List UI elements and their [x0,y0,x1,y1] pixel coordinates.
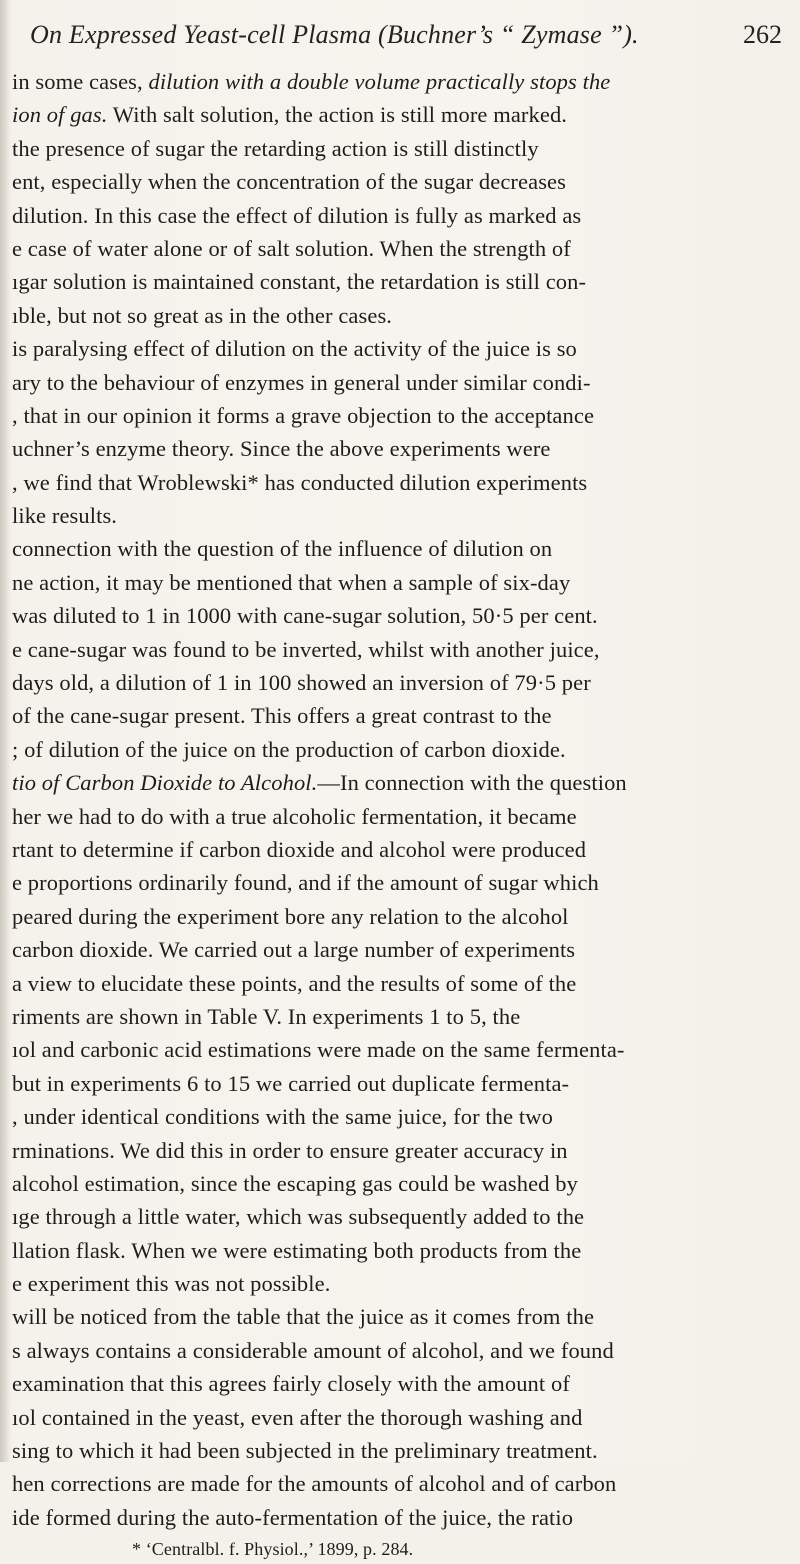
running-title: On Expressed Yeast-cell Plasma (Buchner’s “ Zymase ”). [30,20,639,49]
text-line [12,766,792,799]
text-span: dilution. In this case the effect of dilution is fully as marked as [12,202,582,228]
text-line [12,699,792,732]
text-line [12,900,792,933]
text-line [12,1267,792,1300]
text-span: ıge through a little water, which was subsequently added to the [12,1204,585,1230]
italic-text-span: tio of Carbon Dioxide to Alcohol. [12,770,318,796]
text-span: rminations. We did this in order to ensure greater accuracy in [12,1137,568,1163]
text-line [12,132,792,165]
text-line [12,1434,792,1467]
text-line [12,1200,792,1233]
text-span: hen corrections are made for the amounts of alcohol and of carbon [12,1471,617,1497]
text-line [12,1501,792,1534]
text-span: llation flask. When we were estimating both products from the [12,1237,582,1263]
text-line [12,65,792,98]
text-span: , under identical conditions with the same juice, for the two [12,1104,553,1130]
text-span: riments are shown in Table V. In experiments 1 to 5, the [12,1003,521,1029]
text-line [12,332,792,365]
text-span: sing to which it had been subjected in the preliminary treatment. [12,1438,598,1464]
text-line [12,1134,792,1167]
text-line [12,366,792,399]
text-line [12,532,792,565]
text-line [12,98,792,131]
text-span: will be noticed from the table that the juice as it comes from the [12,1304,595,1330]
text-line [12,1367,792,1400]
text-span: the presence of sugar the retarding action is still distinctly [12,135,539,161]
text-span: , that in our opinion it forms a grave objection to the acceptance [12,402,595,428]
binding-shadow [0,0,10,1462]
text-span: a view to elucidate these points, and the results of some of the [12,970,577,996]
text-span: ıol contained in the yeast, even after the thorough washing and [12,1404,583,1430]
text-line [12,1300,792,1333]
text-line [12,967,792,1000]
text-span: ıble, but not so great as in the other cases. [12,302,393,328]
text-line [12,866,792,899]
text-line [12,933,792,966]
text-span: ary to the behaviour of enzymes in general under similar condi- [12,369,591,395]
text-line [12,499,792,532]
text-span: examination that this agrees fairly closely with the amount of [12,1371,570,1397]
text-line [12,800,792,833]
text-span: ent, especially when the concentration of the sugar decreases [12,169,566,195]
text-line [12,1234,792,1267]
text-span: days old, a dilution of 1 in 100 showed an inversion of 79·5 per [12,670,591,696]
page-number: 262 [743,20,782,49]
italic-text-span: dilution with a double volume practically stops the [148,69,611,94]
running-head [30,14,790,54]
text-span: e proportions ordinarily found, and if the amount of sugar which [12,870,599,896]
text-span: , we find that Wroblewski* has conducted dilution experiments [12,469,588,495]
text-span: ıol and carbonic acid estimations were made on the same fermenta- [12,1037,625,1063]
text-span: peared during the experiment bore any relation to the alcohol [12,903,569,929]
text-line [12,199,792,232]
text-span: is paralysing effect of dilution on the activity of the juice is so [12,336,577,362]
text-span: in some cases, [12,69,149,94]
text-line [12,1467,792,1500]
text-span: With salt solution, the action is still more marked. [107,102,568,128]
text-span: was diluted to 1 in 1000 with cane-sugar solution, 50·5 per cent. [12,603,598,629]
text-line [12,165,792,198]
text-span: s always contains a considerable amount of alcohol, and we found [12,1337,614,1363]
text-span: rtant to determine if carbon dioxide and alcohol were produced [12,836,587,862]
text-line [12,466,792,499]
text-span: her we had to do with a true alcoholic fermentation, it became [12,803,577,829]
text-span: alcohol estimation, since the escaping gas could be washed by [12,1170,578,1196]
text-line [12,399,792,432]
text-span: uchner’s enzyme theory. Since the above experiments were [12,436,551,462]
text-line [12,265,792,298]
text-span: ne action, it may be mentioned that when a sample of six-day [12,569,571,595]
text-line [12,1033,792,1066]
text-span: —In connection with the question [317,770,627,796]
text-span: e cane-sugar was found to be inverted, whilst with another juice, [12,636,600,662]
text-line [12,566,792,599]
text-line [12,232,792,265]
text-line [12,1401,792,1434]
text-span: ıgar solution is maintained constant, the retardation is still con- [12,269,587,295]
body-text [12,65,792,1564]
text-span: but in experiments 6 to 15 we carried out duplicate fermenta- [12,1070,570,1096]
text-line [12,833,792,866]
text-line [12,1167,792,1200]
text-span: ; of dilution of the juice on the production of carbon dioxide. [12,736,566,762]
footnote: * ‘Centralbl. f. Physiol.,’ 1899, p. 284. [132,1539,414,1560]
text-line [12,599,792,632]
text-span: connection with the question of the influence of dilution on [12,536,553,562]
text-span: ide formed during the auto-fermentation of the juice, the ratio [12,1504,574,1530]
text-line [12,1000,792,1033]
text-line [12,299,792,332]
text-line [12,733,792,766]
text-span: of the cane-sugar present. This offers a great contrast to the [12,703,552,729]
text-line [12,432,792,465]
italic-text-span: ion of gas. [12,102,108,128]
text-span: carbon dioxide. We carried out a large number of experiments [12,937,576,963]
text-line [12,1067,792,1100]
text-line [12,1100,792,1133]
text-line [12,633,792,666]
text-span: e case of water alone or of salt solution. When the strength of [12,235,571,261]
text-span: e experiment this was not possible. [12,1271,331,1297]
text-line [12,666,792,699]
text-line [12,1334,792,1367]
text-span: like results. [12,503,118,529]
